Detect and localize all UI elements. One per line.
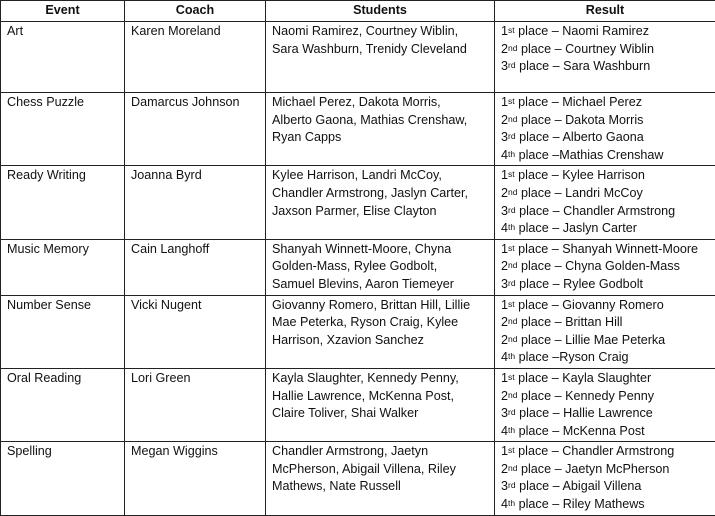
- place-number: 3: [501, 277, 508, 291]
- place-ordinal-suffix: th: [508, 425, 515, 435]
- place-ordinal-suffix: th: [508, 149, 515, 159]
- table-row: [1, 295, 715, 368]
- place-text: place – Lillie Mae Peterka: [517, 333, 665, 347]
- place-number: 1: [501, 298, 508, 312]
- place-number: 1: [501, 95, 508, 109]
- result-line: [501, 147, 709, 165]
- event-cell: Oral Reading: [1, 368, 125, 441]
- place-number: 3: [501, 59, 508, 73]
- place-number: 4: [501, 148, 508, 162]
- result-line: [501, 112, 709, 130]
- event-cell: Spelling: [1, 442, 125, 515]
- table-body: [1, 22, 715, 516]
- event-cell: Music Memory: [1, 239, 125, 295]
- place-number: 1: [501, 371, 508, 385]
- students-cell: [266, 93, 495, 166]
- event-cell: Number Sense: [1, 295, 125, 368]
- place-ordinal-suffix: nd: [508, 114, 517, 124]
- event-cell: Ready Writing: [1, 166, 125, 239]
- result-cell: [495, 295, 715, 368]
- place-number: 1: [501, 24, 508, 38]
- place-number: 1: [501, 168, 508, 182]
- result-line: [501, 461, 709, 479]
- place-number: 2: [501, 315, 508, 329]
- place-ordinal-suffix: st: [508, 25, 515, 35]
- place-text: place – Shanyah Winnett-Moore: [515, 242, 698, 256]
- place-text: place – Kayla Slaughter: [515, 371, 652, 385]
- place-text: place – Jaslyn Carter: [515, 221, 637, 235]
- place-ordinal-suffix: st: [508, 243, 515, 253]
- place-number: 4: [501, 497, 508, 511]
- result-cell: [495, 166, 715, 239]
- header-row: [1, 1, 715, 22]
- coach-cell: Karen Moreland: [125, 22, 266, 93]
- coach-cell: Cain Langhoff: [125, 239, 266, 295]
- result-line: [501, 443, 709, 461]
- result-line: [501, 185, 709, 203]
- students-line: Hallie Lawrence, McKenna Post,: [272, 388, 488, 406]
- result-line: [501, 332, 709, 350]
- place-number: 2: [501, 389, 508, 403]
- place-ordinal-suffix: rd: [508, 278, 516, 288]
- table-row: [1, 239, 715, 295]
- coach-cell: Lori Green: [125, 368, 266, 441]
- event-cell: Chess Puzzle: [1, 93, 125, 166]
- place-text: place – Kylee Harrison: [515, 168, 645, 182]
- coach-cell: Joanna Byrd: [125, 166, 266, 239]
- students-line: Harrison, Xzavion Sanchez: [272, 332, 488, 350]
- place-ordinal-suffix: rd: [508, 205, 516, 215]
- place-text: place – Landri McCoy: [517, 186, 642, 200]
- place-text: place – Dakota Morris: [517, 113, 643, 127]
- place-ordinal-suffix: nd: [508, 334, 517, 344]
- result-cell: [495, 239, 715, 295]
- result-line: [501, 349, 709, 367]
- place-number: 4: [501, 424, 508, 438]
- result-line: [501, 241, 709, 259]
- students-line: Mae Peterka, Ryson Craig, Kylee: [272, 314, 488, 332]
- coach-cell: Damarcus Johnson: [125, 93, 266, 166]
- place-number: 4: [501, 350, 508, 364]
- place-text: place – Chandler Armstrong: [516, 204, 676, 218]
- students-cell: [266, 295, 495, 368]
- students-line: Shanyah Winnett-Moore, Chyna: [272, 241, 488, 259]
- result-line: [501, 314, 709, 332]
- place-ordinal-suffix: nd: [508, 463, 517, 473]
- students-line: Ryan Capps: [272, 129, 488, 147]
- students-line: Michael Perez, Dakota Morris,: [272, 94, 488, 112]
- place-number: 2: [501, 259, 508, 273]
- header-coach: Coach: [125, 1, 266, 22]
- place-text: place – Jaetyn McPherson: [517, 462, 669, 476]
- place-ordinal-suffix: st: [508, 445, 515, 455]
- place-text: place – Hallie Lawrence: [516, 406, 653, 420]
- students-line: Alberto Gaona, Mathias Crenshaw,: [272, 112, 488, 130]
- result-line: [501, 94, 709, 112]
- students-cell: [266, 166, 495, 239]
- result-line: [501, 388, 709, 406]
- place-ordinal-suffix: nd: [508, 390, 517, 400]
- place-text: place – Kennedy Penny: [517, 389, 654, 403]
- place-number: 2: [501, 113, 508, 127]
- place-ordinal-suffix: nd: [508, 43, 517, 53]
- place-number: 3: [501, 479, 508, 493]
- students-line: Chandler Armstrong, Jaetyn: [272, 443, 488, 461]
- result-line: [501, 276, 709, 294]
- place-text: place – Alberto Gaona: [516, 130, 644, 144]
- result-line: [501, 423, 709, 441]
- place-ordinal-suffix: nd: [508, 316, 517, 326]
- result-line: [501, 203, 709, 221]
- place-number: 1: [501, 242, 508, 256]
- result-cell: [495, 93, 715, 166]
- result-line: [501, 23, 709, 41]
- place-text: place – McKenna Post: [515, 424, 645, 438]
- table-row: [1, 442, 715, 515]
- place-text: place – Michael Perez: [515, 95, 642, 109]
- table-row: [1, 368, 715, 441]
- place-number: 4: [501, 221, 508, 235]
- place-text: place –Ryson Craig: [515, 350, 628, 364]
- students-line: Jaxson Parmer, Elise Clayton: [272, 203, 488, 221]
- students-cell: [266, 22, 495, 93]
- place-ordinal-suffix: rd: [508, 480, 516, 490]
- result-line: [501, 220, 709, 238]
- place-number: 3: [501, 406, 508, 420]
- place-text: place – Abigail Villena: [516, 479, 642, 493]
- place-ordinal-suffix: st: [508, 169, 515, 179]
- result-cell: [495, 22, 715, 93]
- result-cell: [495, 368, 715, 441]
- place-text: place – Sara Washburn: [516, 59, 651, 73]
- place-text: place – Naomi Ramirez: [515, 24, 649, 38]
- place-ordinal-suffix: rd: [508, 407, 516, 417]
- place-text: place – Chandler Armstrong: [515, 444, 675, 458]
- result-cell: [495, 442, 715, 515]
- students-line: Giovanny Romero, Brittan Hill, Lillie: [272, 297, 488, 315]
- table-row: [1, 22, 715, 93]
- place-text: place – Chyna Golden-Mass: [517, 259, 679, 273]
- place-ordinal-suffix: th: [508, 222, 515, 232]
- students-line: Golden-Mass, Rylee Godbolt,: [272, 258, 488, 276]
- place-number: 2: [501, 462, 508, 476]
- students-line: Chandler Armstrong, Jaslyn Carter,: [272, 185, 488, 203]
- table-row: [1, 93, 715, 166]
- place-ordinal-suffix: st: [508, 96, 515, 106]
- students-line: Claire Toliver, Shai Walker: [272, 405, 488, 423]
- place-text: place – Brittan Hill: [517, 315, 622, 329]
- students-line: Sara Washburn, Trenidy Cleveland: [272, 41, 488, 59]
- place-ordinal-suffix: th: [508, 498, 515, 508]
- result-line: [501, 258, 709, 276]
- place-text: place – Riley Mathews: [515, 497, 645, 511]
- place-number: 2: [501, 333, 508, 347]
- table-row: [1, 166, 715, 239]
- students-cell: [266, 442, 495, 515]
- place-number: 1: [501, 444, 508, 458]
- result-line: [501, 58, 709, 76]
- header-result: Result: [495, 1, 715, 22]
- result-line: [501, 478, 709, 496]
- students-line: McPherson, Abigail Villena, Riley: [272, 461, 488, 479]
- students-line: Kylee Harrison, Landri McCoy,: [272, 167, 488, 185]
- header-students: Students: [266, 1, 495, 22]
- students-line: Naomi Ramirez, Courtney Wiblin,: [272, 23, 488, 41]
- students-line: Mathews, Nate Russell: [272, 478, 488, 496]
- result-line: [501, 41, 709, 59]
- place-ordinal-suffix: st: [508, 299, 515, 309]
- result-line: [501, 405, 709, 423]
- students-line: Kayla Slaughter, Kennedy Penny,: [272, 370, 488, 388]
- result-line: [501, 370, 709, 388]
- place-text: place – Courtney Wiblin: [517, 42, 654, 56]
- result-line: [501, 129, 709, 147]
- place-text: place –Mathias Crenshaw: [515, 148, 663, 162]
- place-ordinal-suffix: nd: [508, 260, 517, 270]
- header-event: Event: [1, 1, 125, 22]
- coach-cell: Megan Wiggins: [125, 442, 266, 515]
- place-number: 2: [501, 42, 508, 56]
- students-line: Samuel Blevins, Aaron Tiemeyer: [272, 276, 488, 294]
- place-ordinal-suffix: th: [508, 351, 515, 361]
- place-text: place – Giovanny Romero: [515, 298, 664, 312]
- place-ordinal-suffix: rd: [508, 131, 516, 141]
- students-cell: [266, 368, 495, 441]
- students-cell: [266, 239, 495, 295]
- place-number: 3: [501, 130, 508, 144]
- result-line: [501, 496, 709, 514]
- result-line: [501, 167, 709, 185]
- place-text: place – Rylee Godbolt: [516, 277, 643, 291]
- place-number: 2: [501, 186, 508, 200]
- place-ordinal-suffix: nd: [508, 187, 517, 197]
- place-ordinal-suffix: st: [508, 372, 515, 382]
- place-ordinal-suffix: rd: [508, 60, 516, 70]
- result-line: [501, 297, 709, 315]
- event-cell: Art: [1, 22, 125, 93]
- place-number: 3: [501, 204, 508, 218]
- coach-cell: Vicki Nugent: [125, 295, 266, 368]
